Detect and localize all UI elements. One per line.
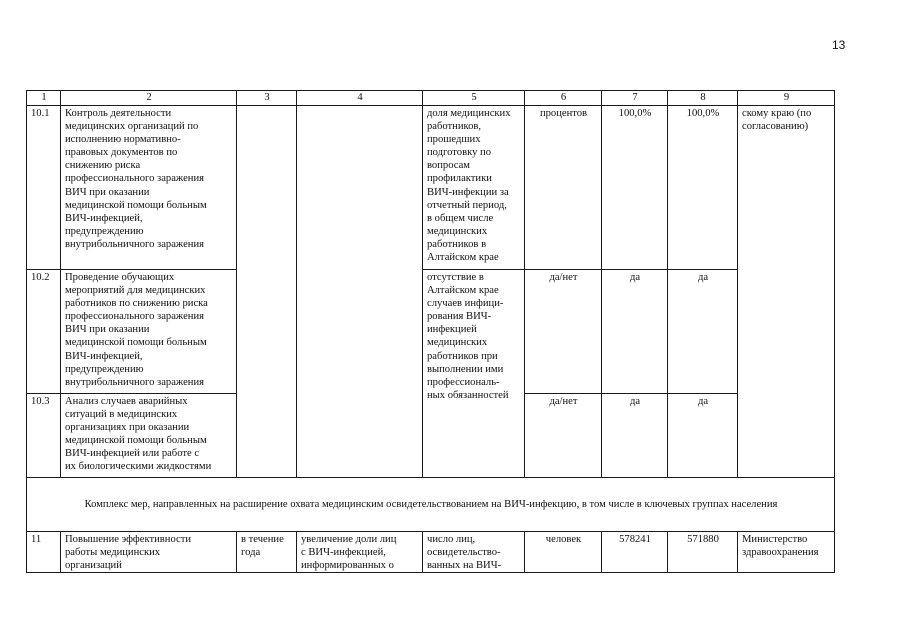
header-cell: 6 [525,91,602,106]
row-number: 11 [27,532,61,573]
header-cell: 8 [668,91,738,106]
table-header-row [27,91,835,106]
unit-cell: да/нет [525,270,602,394]
value-cell-7: 578241 [602,532,668,573]
term-cell: в течение года [237,532,297,573]
value-cell-8: 571880 [668,532,738,573]
header-cell: 1 [27,91,61,106]
activity-cell: Проведение обучающих мероприятий для медицинских работников по снижению риска профессионального заражения ВИЧ при оказании медицинской помощи больным ВИЧ-инфекцией, предупреждению внутрибольничного заражения [61,270,237,394]
row-number: 10.1 [27,106,61,270]
responsible-cell: скому краю (по согласованию) [738,106,835,478]
header-cell: 5 [423,91,525,106]
indicator-cell: число лиц, освидетельство- ванных на ВИЧ- [423,532,525,573]
indicator-cell: отсутствие в Алтайском крае случаев инфици- рования ВИЧ- инфекцией медицинских работников при выполнении ими профессиональ- ных обязанностей [423,270,525,478]
table-row [27,532,835,573]
unit-cell: процентов [525,106,602,270]
row-number: 10.3 [27,394,61,478]
section-heading: Комплекс мер, направленных на расширение охвата медицинским освидетельствованием на ВИЧ-инфекцию, в том числе в ключевых группах населения [27,478,835,532]
activity-cell: Анализ случаев аварийных ситуаций в медицинских организациях при оказании медицинской помощи больным ВИЧ-инфекцией или работе с их биологическими жидкостями [61,394,237,478]
responsible-cell: Министерство здравоохранения [738,532,835,573]
value-cell-7: 100,0% [602,106,668,270]
activity-cell: Повышение эффективности работы медицинских организаций [61,532,237,573]
section-row [27,478,835,532]
indicator-cell: доля медицинских работников, прошедших подготовку по вопросам профилактики ВИЧ-инфекции за отчетный период, в общем числе медицинских работников в Алтайском крае [423,106,525,270]
header-cell: 2 [61,91,237,106]
measures-table [26,90,835,573]
value-cell-8: да [668,394,738,478]
table-row [27,106,835,270]
value-cell-8: да [668,270,738,394]
header-cell: 9 [738,91,835,106]
value-cell-8: 100,0% [668,106,738,270]
activity-cell: Контроль деятельности медицинских организаций по исполнению нормативно- правовых документов по снижению риска профессионального заражения ВИЧ при оказании медицинской помощи больным ВИЧ-инфекцией, предупреждению внутрибольничного заражения [61,106,237,270]
value-cell-7: да [602,394,668,478]
page-number: 13 [832,38,846,52]
unit-cell: человек [525,532,602,573]
value-cell-7: да [602,270,668,394]
table-row [27,270,835,394]
term-cell [237,106,297,478]
result-cell: увеличение доли лиц с ВИЧ-инфекцией, информированных о [297,532,423,573]
header-cell: 3 [237,91,297,106]
unit-cell: да/нет [525,394,602,478]
header-cell: 7 [602,91,668,106]
result-cell [297,106,423,478]
row-number: 10.2 [27,270,61,394]
header-cell: 4 [297,91,423,106]
